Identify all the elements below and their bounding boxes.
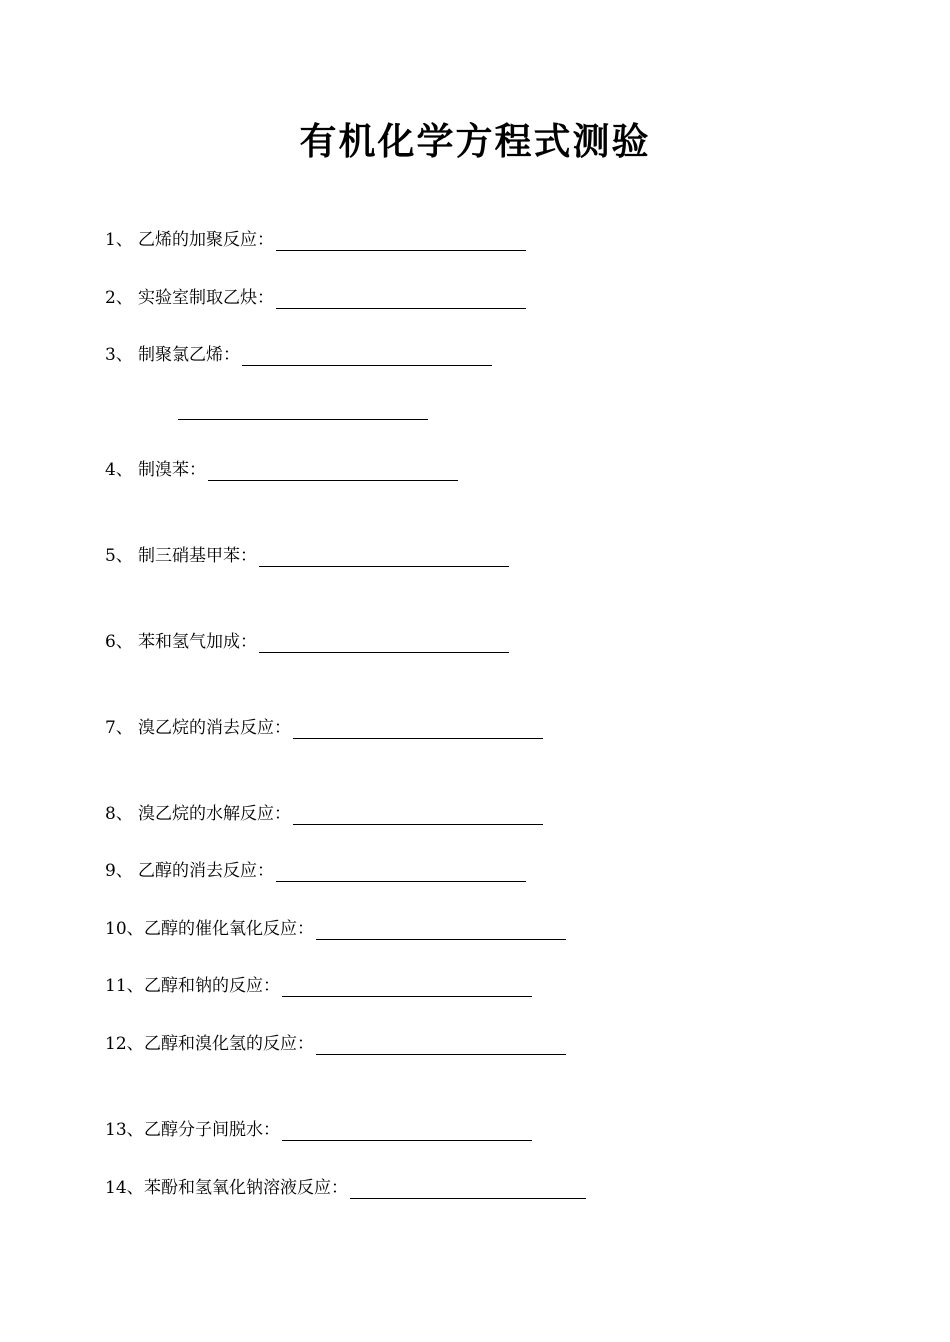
question-number: 3、 xyxy=(105,345,133,365)
answer-blank[interactable] xyxy=(282,1120,532,1141)
answer-blank[interactable] xyxy=(293,804,543,825)
question-number: 1、 xyxy=(105,230,133,250)
answer-blank[interactable] xyxy=(242,345,492,366)
answer-blank[interactable] xyxy=(316,919,566,940)
question-number: 10、 xyxy=(105,919,144,939)
answer-blank[interactable] xyxy=(259,546,509,567)
question-number: 12、 xyxy=(105,1034,144,1054)
question-text: 乙烯的加聚反应： xyxy=(138,230,274,250)
answer-blank[interactable] xyxy=(293,718,543,739)
question-10 xyxy=(105,916,566,942)
question-number: 14、 xyxy=(105,1178,144,1198)
question-text: 乙醇和溴化氢的反应： xyxy=(144,1034,314,1054)
answer-blank[interactable] xyxy=(276,230,526,251)
question-text: 乙醇的催化氧化反应： xyxy=(144,919,314,939)
question-12 xyxy=(105,1031,566,1057)
question-text: 苯酚和氢氧化钠溶液反应： xyxy=(144,1178,348,1198)
question-number: 8、 xyxy=(105,804,133,824)
question-14 xyxy=(105,1175,586,1201)
page-title: 有机化学方程式测验 xyxy=(299,120,651,163)
question-number: 11、 xyxy=(105,976,144,996)
question-text: 乙醇和钠的反应： xyxy=(144,976,280,996)
question-number: 2、 xyxy=(105,288,133,308)
question-text: 制溴苯： xyxy=(138,460,206,480)
question-text: 实验室制取乙炔： xyxy=(138,288,274,308)
question-5 xyxy=(105,543,509,569)
question-7 xyxy=(105,715,543,741)
question-text: 乙醇的消去反应： xyxy=(138,861,274,881)
answer-blank[interactable] xyxy=(276,288,526,309)
question-text: 溴乙烷的水解反应： xyxy=(138,804,291,824)
question-number: 13、 xyxy=(105,1120,144,1140)
question-13 xyxy=(105,1117,532,1143)
question-text: 溴乙烷的消去反应： xyxy=(138,718,291,738)
question-9 xyxy=(105,858,526,884)
question-text: 苯和氢气加成： xyxy=(138,632,257,652)
answer-blank[interactable] xyxy=(282,976,532,997)
question-1 xyxy=(105,227,526,253)
answer-blank[interactable] xyxy=(350,1178,586,1199)
question-number: 5、 xyxy=(105,546,133,566)
question-number: 6、 xyxy=(105,632,133,652)
answer-blank[interactable] xyxy=(316,1034,566,1055)
answer-blank[interactable] xyxy=(208,460,458,481)
question-text: 制三硝基甲苯： xyxy=(138,546,257,566)
question-4 xyxy=(105,457,458,483)
question-6 xyxy=(105,629,509,655)
answer-blank-continuation[interactable] xyxy=(178,399,428,420)
question-text: 乙醇分子间脱水： xyxy=(144,1120,280,1140)
question-number: 7、 xyxy=(105,718,133,738)
question-number: 9、 xyxy=(105,861,133,881)
question-8 xyxy=(105,801,543,827)
question-11 xyxy=(105,973,532,999)
question-number: 4、 xyxy=(105,460,133,480)
question-2 xyxy=(105,285,526,311)
answer-blank[interactable] xyxy=(259,632,509,653)
question-text: 制聚氯乙烯： xyxy=(138,345,240,365)
question-3 xyxy=(105,342,492,368)
answer-blank[interactable] xyxy=(276,861,526,882)
